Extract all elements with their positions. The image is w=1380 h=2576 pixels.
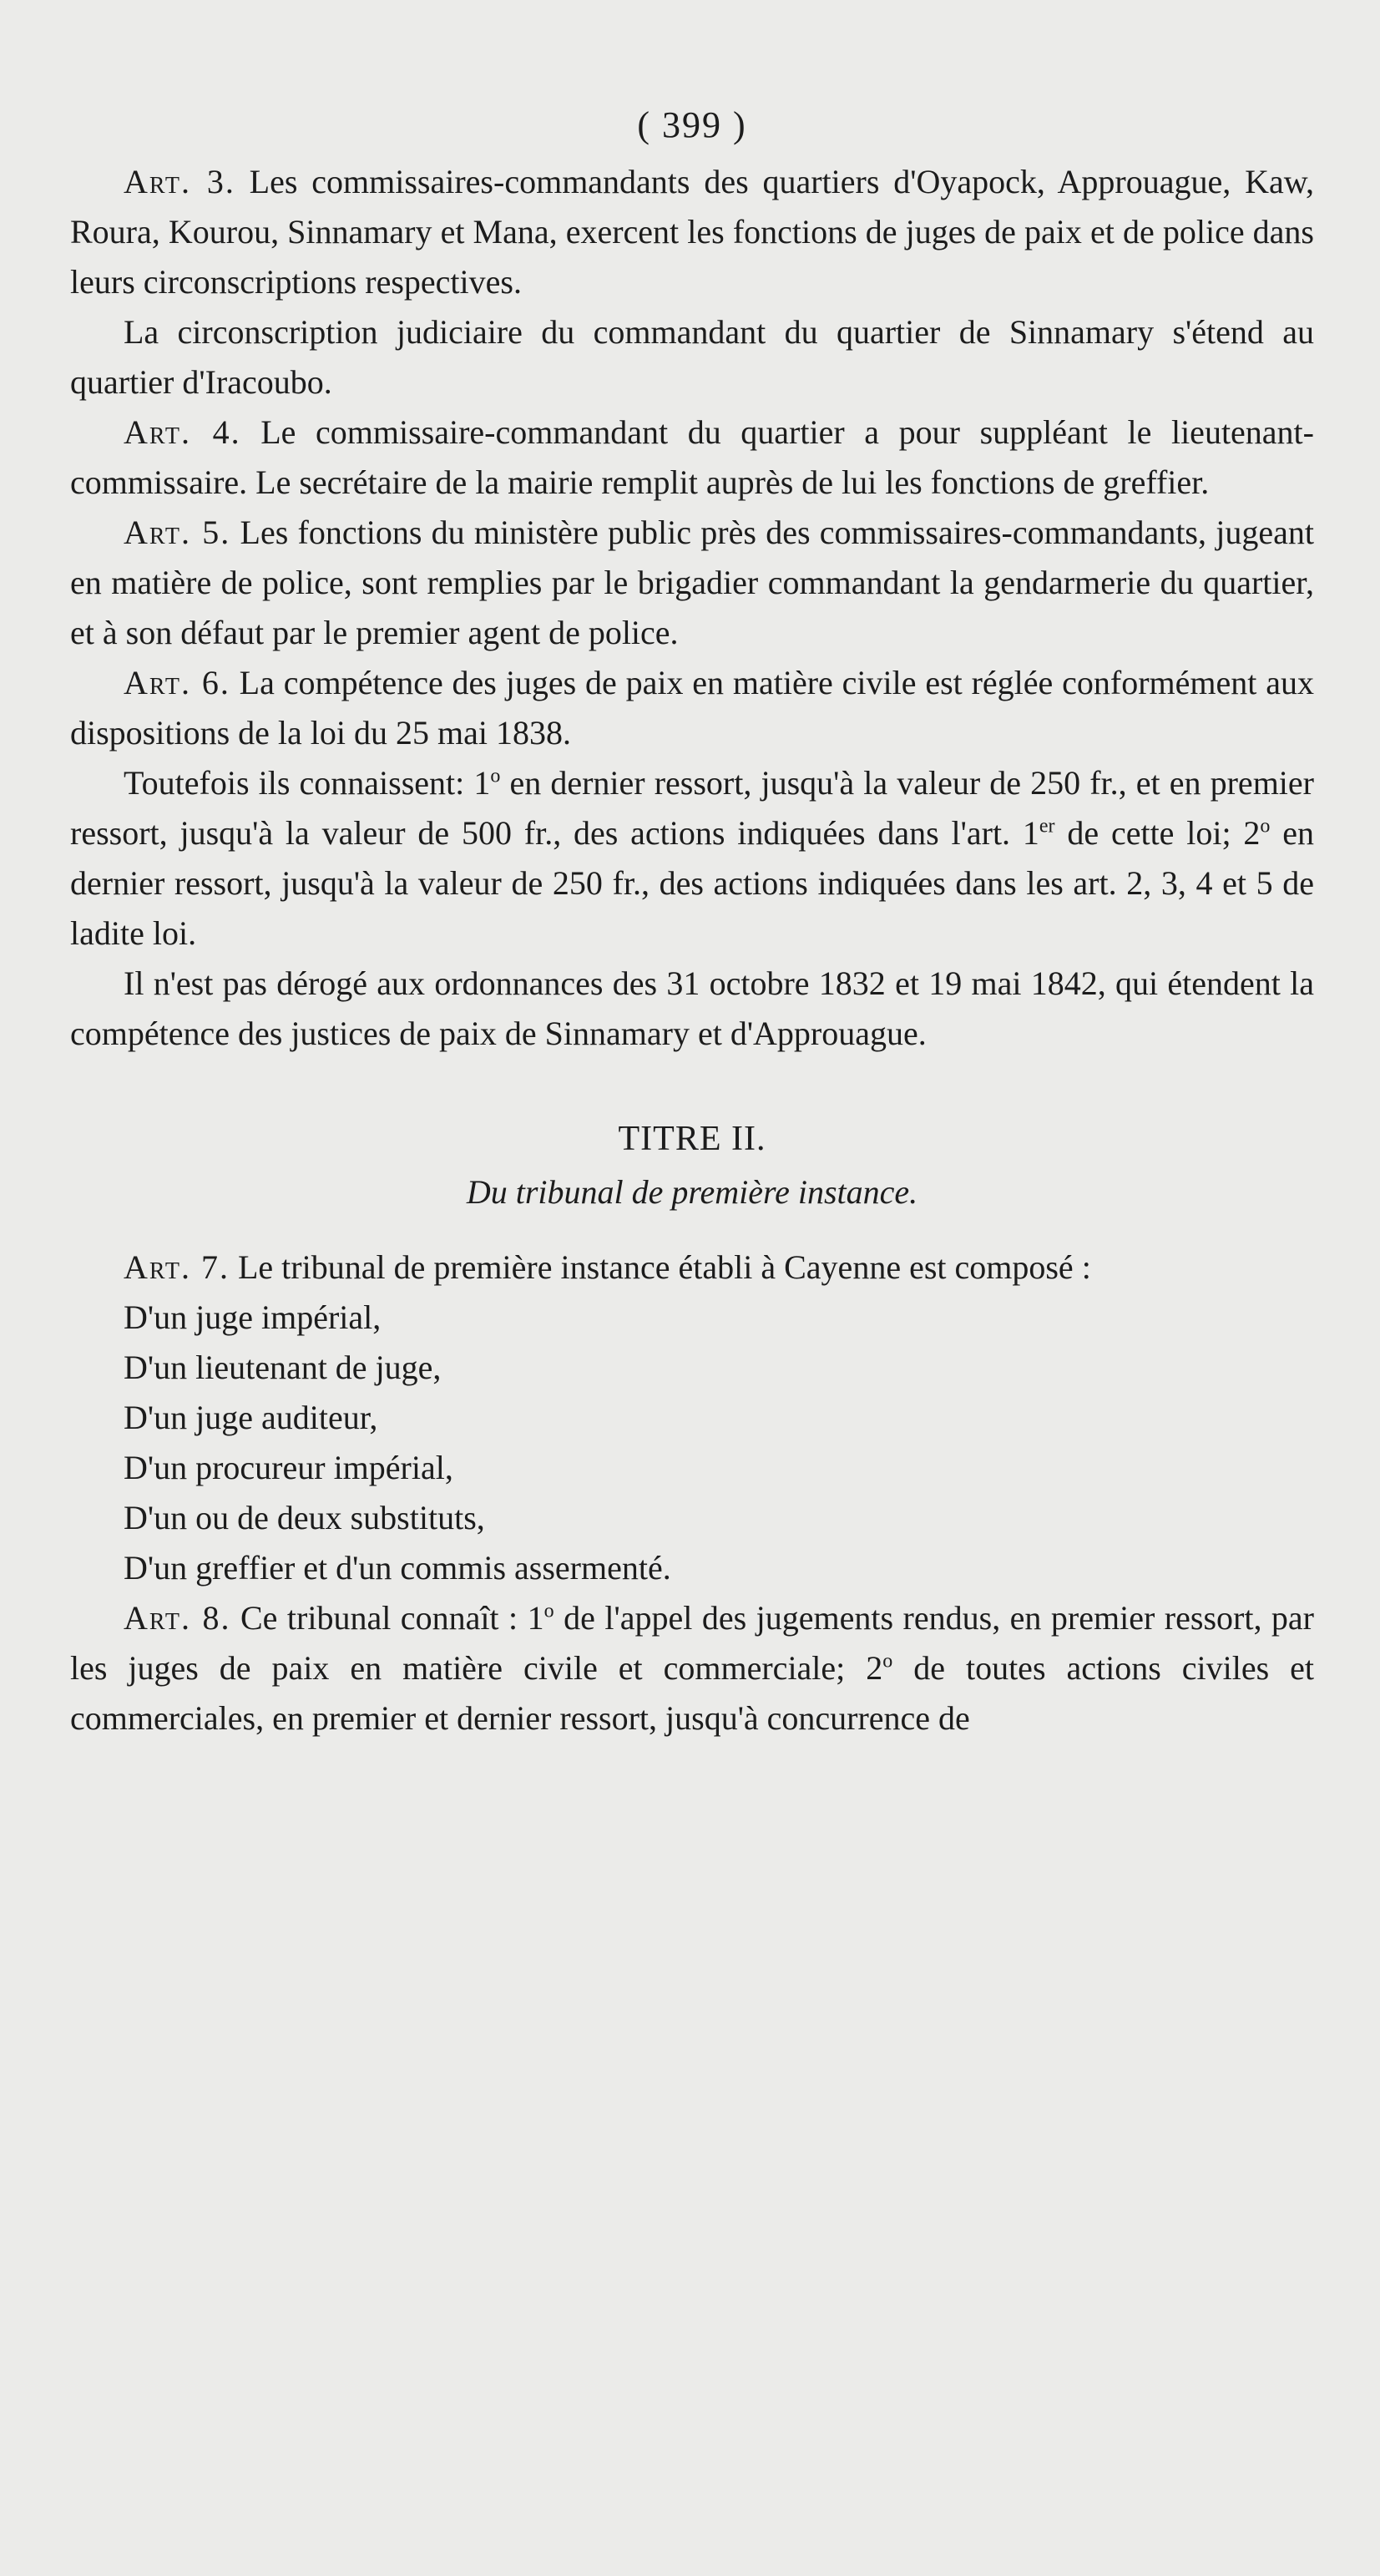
paragraph-text: La circonscription judiciaire du commandant du quartier de Sinnamary s'étend au quartier d'Iracoubo. — [70, 313, 1314, 401]
article-text: La compétence des juges de paix en matière civile est réglée conformément aux dispositions de la loi du 25 mai 1838. — [70, 664, 1314, 752]
list-item: D'un ou de deux substituts, — [124, 1499, 485, 1536]
article-7-paragraph — [70, 1242, 1314, 1293]
article-3-paragraph — [70, 157, 1314, 307]
article-label: Art. 8. — [124, 1599, 231, 1637]
text-segment: de toutes actions civiles et commerciales, en premier et dernier ressort, jusqu'à concurrence de — [70, 1649, 1314, 1737]
article-text: Le commissaire-commandant du quartier a pour suppléant le lieutenant-commissaire. Le secrétaire de la mairie remplit auprès de lui les fonctions de greffier. — [70, 413, 1314, 501]
superscript: o — [882, 1650, 893, 1673]
book-page — [70, 100, 1314, 1743]
list-item: D'un greffier et d'un commis assermenté. — [124, 1549, 671, 1587]
toutefois-paragraph — [70, 758, 1314, 959]
text-segment: en dernier ressort, jusqu'à la valeur de 250 fr., et en premier ressort, jusqu'à la valeur de 500 fr., des actions indiquées dans l'art. 1 — [70, 764, 1314, 852]
article-8-paragraph — [70, 1593, 1314, 1743]
article-label: Art. 3. — [124, 163, 235, 200]
derogation-paragraph — [70, 959, 1314, 1059]
list-item: D'un juge auditeur, — [124, 1399, 378, 1436]
article-label: Art. 5. — [124, 514, 231, 551]
paragraph-text: Il n'est pas dérogé aux ordonnances des 31 octobre 1832 et 19 mai 1842, qui étendent la compétence des justices de paix de Sinnamary et d'Approuague. — [70, 964, 1314, 1052]
article-text: Les commissaires-commandants des quartiers d'Oyapock, Approuague, Kaw, Roura, Kourou, Sinnamary et Mana, exercent les fonctions de juges de paix et de police dans leurs circonscriptions respectives. — [70, 163, 1314, 301]
text-segment: Toutefois ils connaissent: 1 — [124, 764, 491, 802]
list-item: D'un juge impérial, — [124, 1298, 382, 1336]
page-number: ( 399 ) — [637, 104, 747, 145]
superscript: er — [1039, 815, 1055, 838]
superscript: o — [543, 1600, 554, 1622]
article-5-paragraph — [70, 508, 1314, 658]
text-segment: en dernier ressort, jusqu'à la valeur de 250 fr., des actions indiquées dans les art. 2, 3, 4 et 5 de ladite loi. — [70, 814, 1314, 952]
article-label: Art. 6. — [124, 664, 230, 701]
article-6-paragraph — [70, 658, 1314, 758]
text-segment: de cette loi; 2 — [1054, 814, 1261, 852]
superscript: o — [1260, 815, 1271, 838]
article-4-paragraph — [70, 407, 1314, 508]
text-segment: Ce tribunal connaît : 1 — [230, 1599, 544, 1637]
article-text: Le tribunal de première instance établi à Cayenne est composé : — [229, 1248, 1091, 1286]
text-segment: de l'appel des jugements rendus, en premier ressort, par les juges de paix en matière civile et commerciale; 2 — [70, 1599, 1315, 1687]
circonscription-paragraph — [70, 307, 1314, 407]
section-subtitle: Du tribunal de première instance. — [466, 1173, 918, 1211]
list-item: D'un lieutenant de juge, — [124, 1349, 442, 1386]
superscript: o — [490, 765, 501, 787]
list-item: D'un procureur impérial, — [124, 1449, 453, 1486]
article-label: Art. 7. — [124, 1248, 230, 1286]
section-title: TITRE II. — [618, 1120, 766, 1158]
article-label: Art. 4. — [124, 413, 241, 451]
article-text: Les fonctions du ministère public près des commissaires-commandants, jugeant en matière de police, sont remplies par le brigadier commandant la gendarmerie du quartier, et à son défaut par le premier agent de police. — [70, 514, 1314, 651]
